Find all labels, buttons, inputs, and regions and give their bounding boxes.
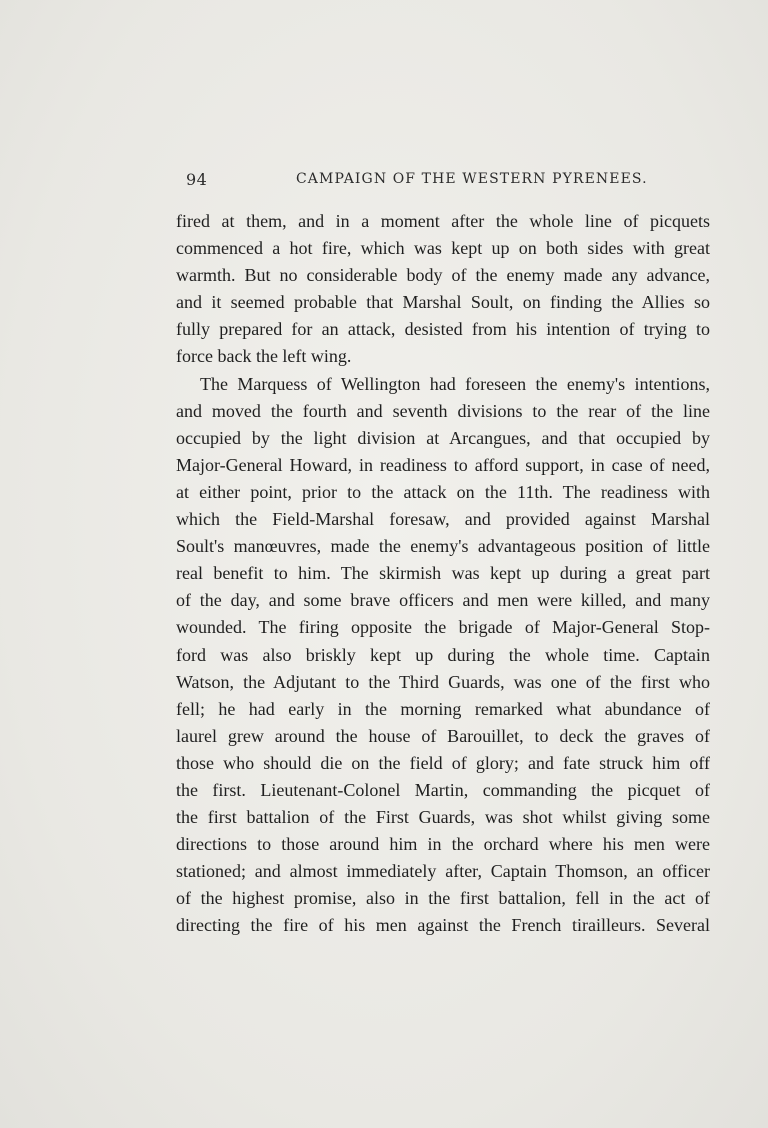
text-line: occupied by the light division at Arcangues, and that occupied by: [176, 427, 710, 448]
text-line: stationed; and almost immediately after, Captain Thomson, an officer: [176, 861, 710, 882]
text-line: warmth. But no considerable body of the enemy made any advance,: [176, 265, 710, 286]
text-line: fired at them, and in a moment after the whole line of picquets: [176, 211, 710, 231]
text-line: and it seemed probable that Marshal Soult, on finding the Allies so: [176, 292, 710, 313]
body-text: [176, 208, 710, 940]
text-line: laurel grew around the house of Barouillet, to deck the graves of: [176, 725, 710, 746]
text-line: Major-General Howard, in readiness to afford support, in case of need,: [176, 454, 710, 475]
text-line: Watson, the Adjutant to the Third Guards, was one of the first who: [176, 671, 710, 692]
text-line: at either point, prior to the attack on the 11th. The readiness with: [176, 481, 710, 502]
text-line: the first battalion of the First Guards, was shot whilst giving some: [176, 807, 710, 828]
text-line: of the highest promise, also in the first battalion, fell in the act of: [176, 888, 710, 909]
paragraph: [176, 371, 710, 940]
text-line: directions to those around him in the orchard where his men were: [176, 834, 710, 855]
text-line: the first. Lieutenant-Colonel Martin, commanding the picquet of: [176, 779, 710, 800]
text-line: which the Field-Marshal foresaw, and provided against Marshal: [176, 509, 710, 530]
running-title: CAMPAIGN OF THE WESTERN PYRENEES.: [296, 171, 648, 187]
text-line: and moved the fourth and seventh divisions to the rear of the line: [176, 400, 710, 421]
text-line: directing the fire of his men against the French tirailleurs. Several: [176, 915, 710, 936]
page-number: 94: [186, 170, 208, 189]
text-line: commenced a hot fire, which was kept up on both sides with great: [176, 238, 710, 259]
text-line: of the day, and some brave officers and men were killed, and many: [176, 590, 710, 611]
text-line: those who should die on the field of glory; and fate struck him off: [176, 752, 710, 773]
text-line: real benefit to him. The skirmish was kept up during a great part: [176, 563, 710, 584]
text-line: ford was also briskly kept up during the whole time. Captain: [176, 644, 710, 665]
text-line: fell; he had early in the morning remarked what abundance of: [176, 698, 710, 719]
page-header: [186, 170, 710, 192]
text-line: force back the left wing.: [176, 346, 352, 367]
text-line: fully prepared for an attack, desisted from his intention of trying to: [176, 319, 710, 340]
paragraph: [176, 208, 710, 371]
text-line: Soult's manœuvres, made the enemy's advantageous position of little: [176, 536, 710, 557]
text-line: wounded. The firing opposite the brigade of Major-General Stop-: [176, 617, 710, 638]
text-line: The Marquess of Wellington had foreseen the enemy's intentions,: [200, 373, 710, 394]
